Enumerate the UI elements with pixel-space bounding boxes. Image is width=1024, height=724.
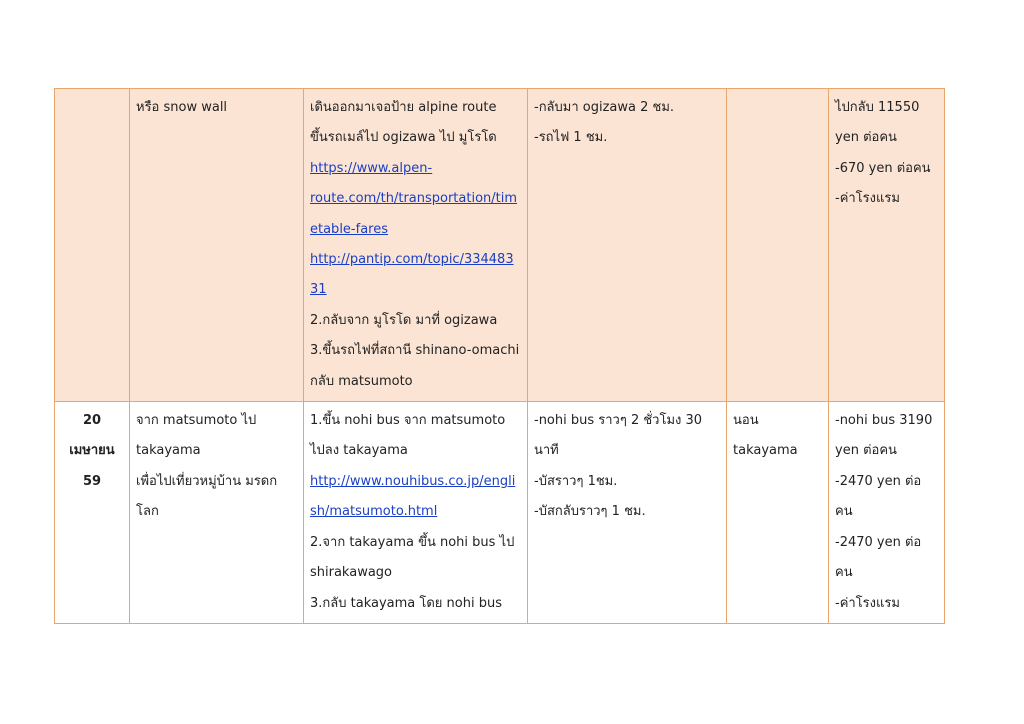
hyperlink[interactable]: http://pantip.com/topic/33448331 (310, 252, 514, 298)
cell-text-line: ขึ้นรถเมล์ไป ogizawa ไป มูโรโด (310, 130, 497, 146)
cell-text-line: จาก matsumoto ไป takayama (136, 413, 257, 459)
cell-text-line: -nohi bus ราวๆ 2 ชั่วโมง 30 นาที (534, 413, 703, 459)
cell-text-line: 2.จาก takayama ขึ้น nohi bus ไป shirakawago (310, 534, 515, 581)
cell-text-line: 59 (82, 473, 102, 489)
cell-text-line: เมษายน (69, 443, 115, 459)
cell-text-line: 2.กลับจาก มูโรโด มาที่ ogizawa (310, 312, 498, 328)
details-cell (304, 402, 528, 624)
cell-text-line: -ค่าโรงแรม (835, 191, 900, 207)
date-cell (55, 89, 130, 402)
cell-text-line: 1.ขึ้น nohi bus จาก matsumoto ไปลง takayama (310, 413, 506, 459)
cell-text-line: -บัสกลับราวๆ 1 ชม. (534, 504, 646, 520)
activity-cell (130, 89, 304, 402)
details-cell (304, 89, 528, 402)
activity-cell (130, 402, 304, 624)
cell-text-line: เดินออกมาเจอป้าย alpine route (310, 100, 497, 115)
hyperlink[interactable]: https://www.alpen-route.com/th/transportation/timetable-fares (310, 160, 518, 237)
cell-text-line: -2470 yen ต่อคน (835, 473, 922, 520)
cell-text-line: ไปกลับ 11550 yen ต่อคน (835, 100, 920, 146)
cell-text-line: หรือ snow wall (136, 100, 228, 115)
cell-text-line: -nohi bus 3190 yen ต่อคน (835, 413, 933, 459)
table-row (55, 402, 945, 624)
cell-text-line: นอน takayama (733, 413, 798, 459)
cell-text-line: 20 (82, 413, 102, 429)
cell-text-line: 3.ขึ้นรถไฟที่สถานี shinano-omachi กลับ matsumoto (310, 343, 520, 389)
travel-time-cell (528, 402, 727, 624)
cell-text-line: -กลับมา ogizawa 2 ชม. (534, 100, 675, 115)
cell-text-line: 3.กลับ takayama โดย nohi bus (310, 595, 502, 611)
cell-text-line: -2470 yen ต่อคน (835, 534, 922, 581)
itinerary-table (54, 88, 945, 624)
cell-text-line: เพื่อไปเที่ยวหมู่บ้าน มรดกโลก (136, 473, 278, 520)
cell-text-line: -ค่าโรงแรม (835, 595, 900, 611)
table-row (55, 89, 945, 402)
cost-cell (829, 89, 945, 402)
accommodation-cell (727, 402, 829, 624)
cost-cell (829, 402, 945, 624)
date-cell (55, 402, 130, 624)
cell-text-line: -670 yen ต่อคน (835, 160, 931, 176)
travel-time-cell (528, 89, 727, 402)
accommodation-cell (727, 89, 829, 402)
cell-text-line: -รถไฟ 1 ชม. (534, 130, 608, 146)
cell-text-line: -บัสราวๆ 1ชม. (534, 473, 618, 489)
hyperlink[interactable]: http://www.nouhibus.co.jp/english/matsumoto.html (310, 473, 516, 520)
